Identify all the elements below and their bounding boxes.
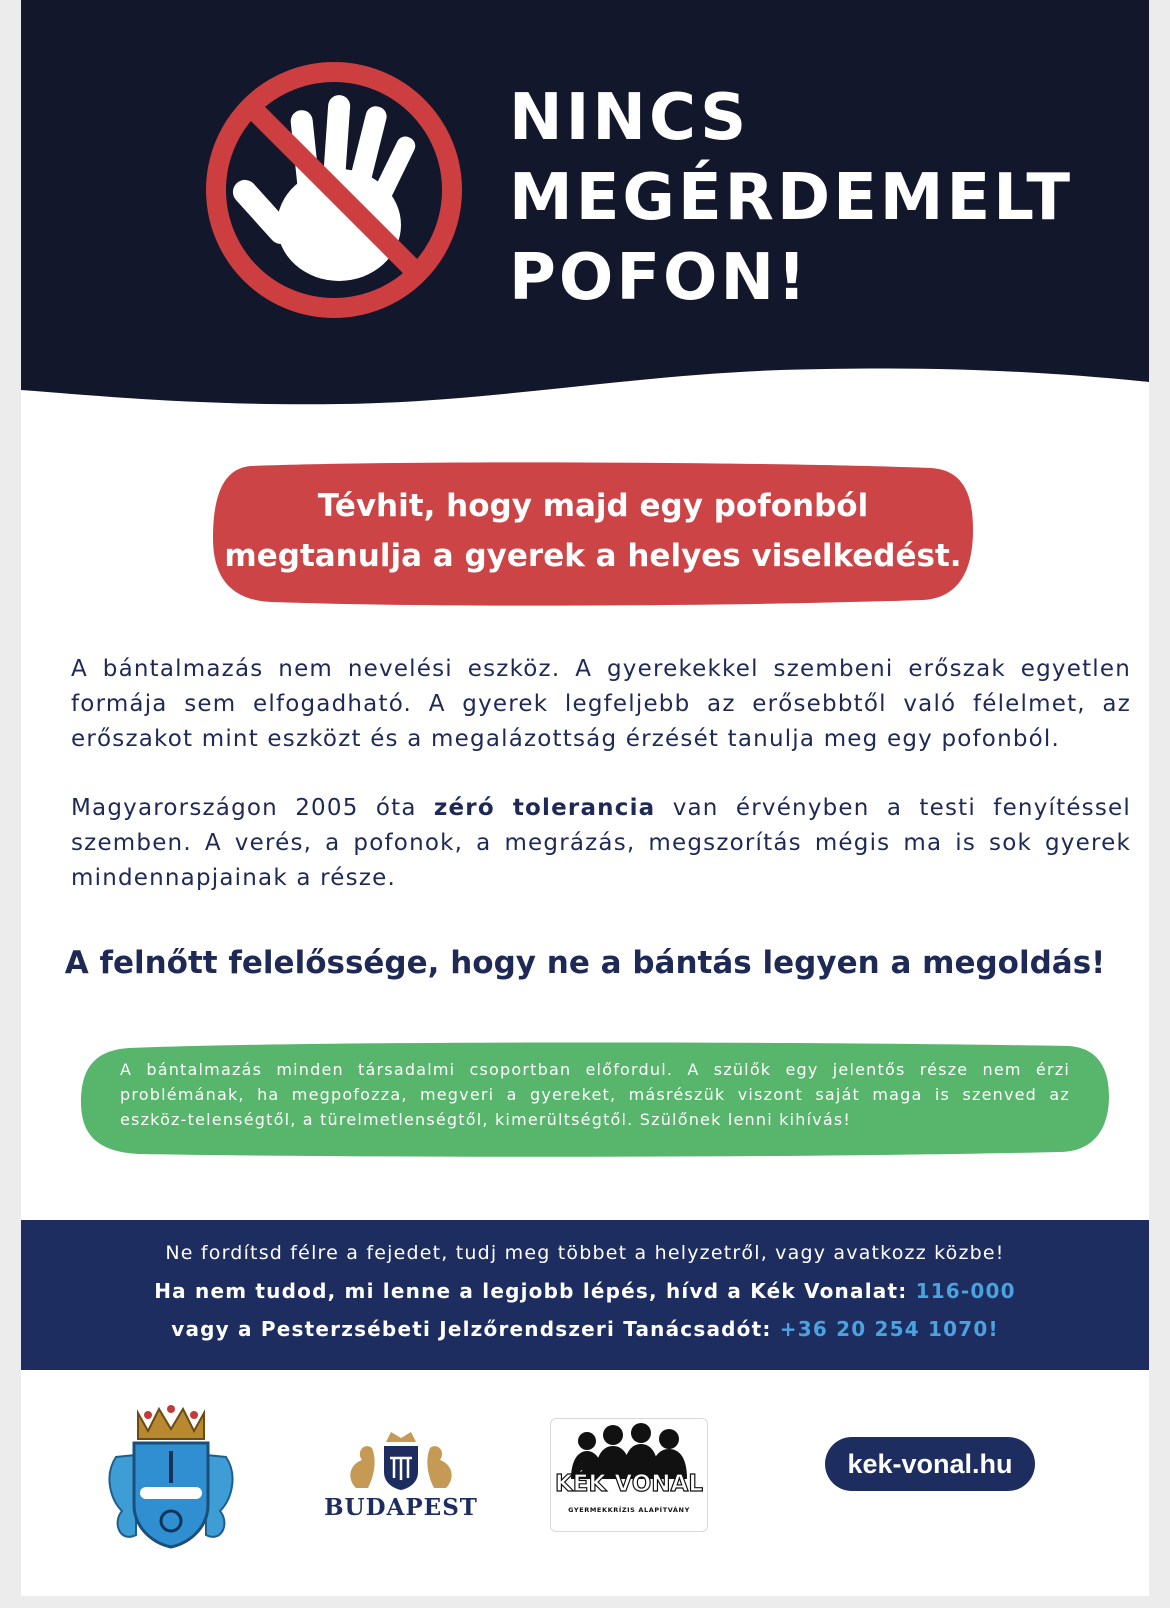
paragraph2-end: van érvényben a testi fenyítéssel szemben. A verés, a pofonok, a megrázás, megszorítás mégis ma is sok gyerek mindennapjainak a része. — [71, 795, 1131, 891]
counselor-phone-number[interactable]: +36 20 254 1070! — [779, 1317, 999, 1341]
call-to-action-band — [21, 1220, 1149, 1370]
cta-line-2-text: Ha nem tudod, mi lenne a legjobb lépés, hívd a Kék Vonalat: — [154, 1279, 916, 1303]
no-hand-stop-icon — [199, 55, 469, 325]
pesterzsebet-coat-of-arms-icon — [96, 1395, 246, 1551]
kek-vonal-logo-text: KÉK VONAL — [554, 1471, 704, 1497]
kek-vonal-phone-number[interactable]: 116-000 — [915, 1279, 1016, 1303]
responsibility-heading: A felnőtt felelőssége, hogy ne a bántás legyen a megoldás! — [64, 945, 1106, 981]
cta-line-3-text: vagy a Pesterzsébeti Jelzőrendszeri Tanácsadót: — [171, 1317, 780, 1341]
kek-vonal-subtitle: GYERMEKKRÍZIS ALAPÍTVÁNY — [568, 1506, 690, 1514]
paragraph-zero-tolerance — [71, 791, 1131, 896]
myth-line-2: megtanulja a gyerek a helyes viselkedést. — [224, 538, 962, 574]
myth-statement — [211, 481, 975, 581]
info-box-text: A bántalmazás minden társadalmi csoportban előfordul. A szülők egy jelentős része nem érzi problémának, ha megpofozza, megveri a gyereket, másrészük viszont saját maga is szenved az eszköz-telenségtől, a türelmetlenségtől, kimerültségtől. Szülőnek lenni kihívás! — [120, 1060, 1070, 1129]
kek-vonal-logo — [550, 1418, 708, 1532]
paragraph-abuse-not-education: A bántalmazás nem nevelési eszköz. A gyerekekkel szembeni erőszak egyetlen formája sem elfogadható. A gyerek legfeljebb az erősebbtől való félelmet, az erőszakot mint eszközt és a megalázottság érzését tanulja meg egy pofonból. — [71, 656, 1131, 752]
paragraph2-start: Magyarországon 2005 óta — [71, 795, 434, 821]
budapest-logo — [306, 1428, 496, 1528]
poster — [21, 0, 1149, 1596]
website-link-badge[interactable]: kek-vonal.hu — [825, 1437, 1035, 1491]
headline-line-2: MEGÉRDEMELT — [509, 161, 1074, 235]
headline-line-1: NINCS — [509, 81, 750, 155]
kek-vonal-silhouettes-icon — [551, 1419, 707, 1479]
cta-line-1: Ne fordítsd félre a fejedet, tudj meg többet a helyzetről, vagy avatkozz közbe! — [165, 1242, 1005, 1264]
budapest-logo-text: BUDAPEST — [324, 1494, 478, 1521]
myth-line-1: Tévhit, hogy majd egy pofonból — [317, 488, 869, 524]
headline — [509, 78, 1129, 318]
budapest-crest-icon — [306, 1428, 496, 1492]
zero-tolerance-emphasis: zéró tolerancia — [433, 795, 656, 821]
headline-line-3: POFON! — [509, 241, 810, 315]
cta-line-3 — [21, 1317, 1149, 1341]
cta-line-2 — [21, 1279, 1149, 1303]
